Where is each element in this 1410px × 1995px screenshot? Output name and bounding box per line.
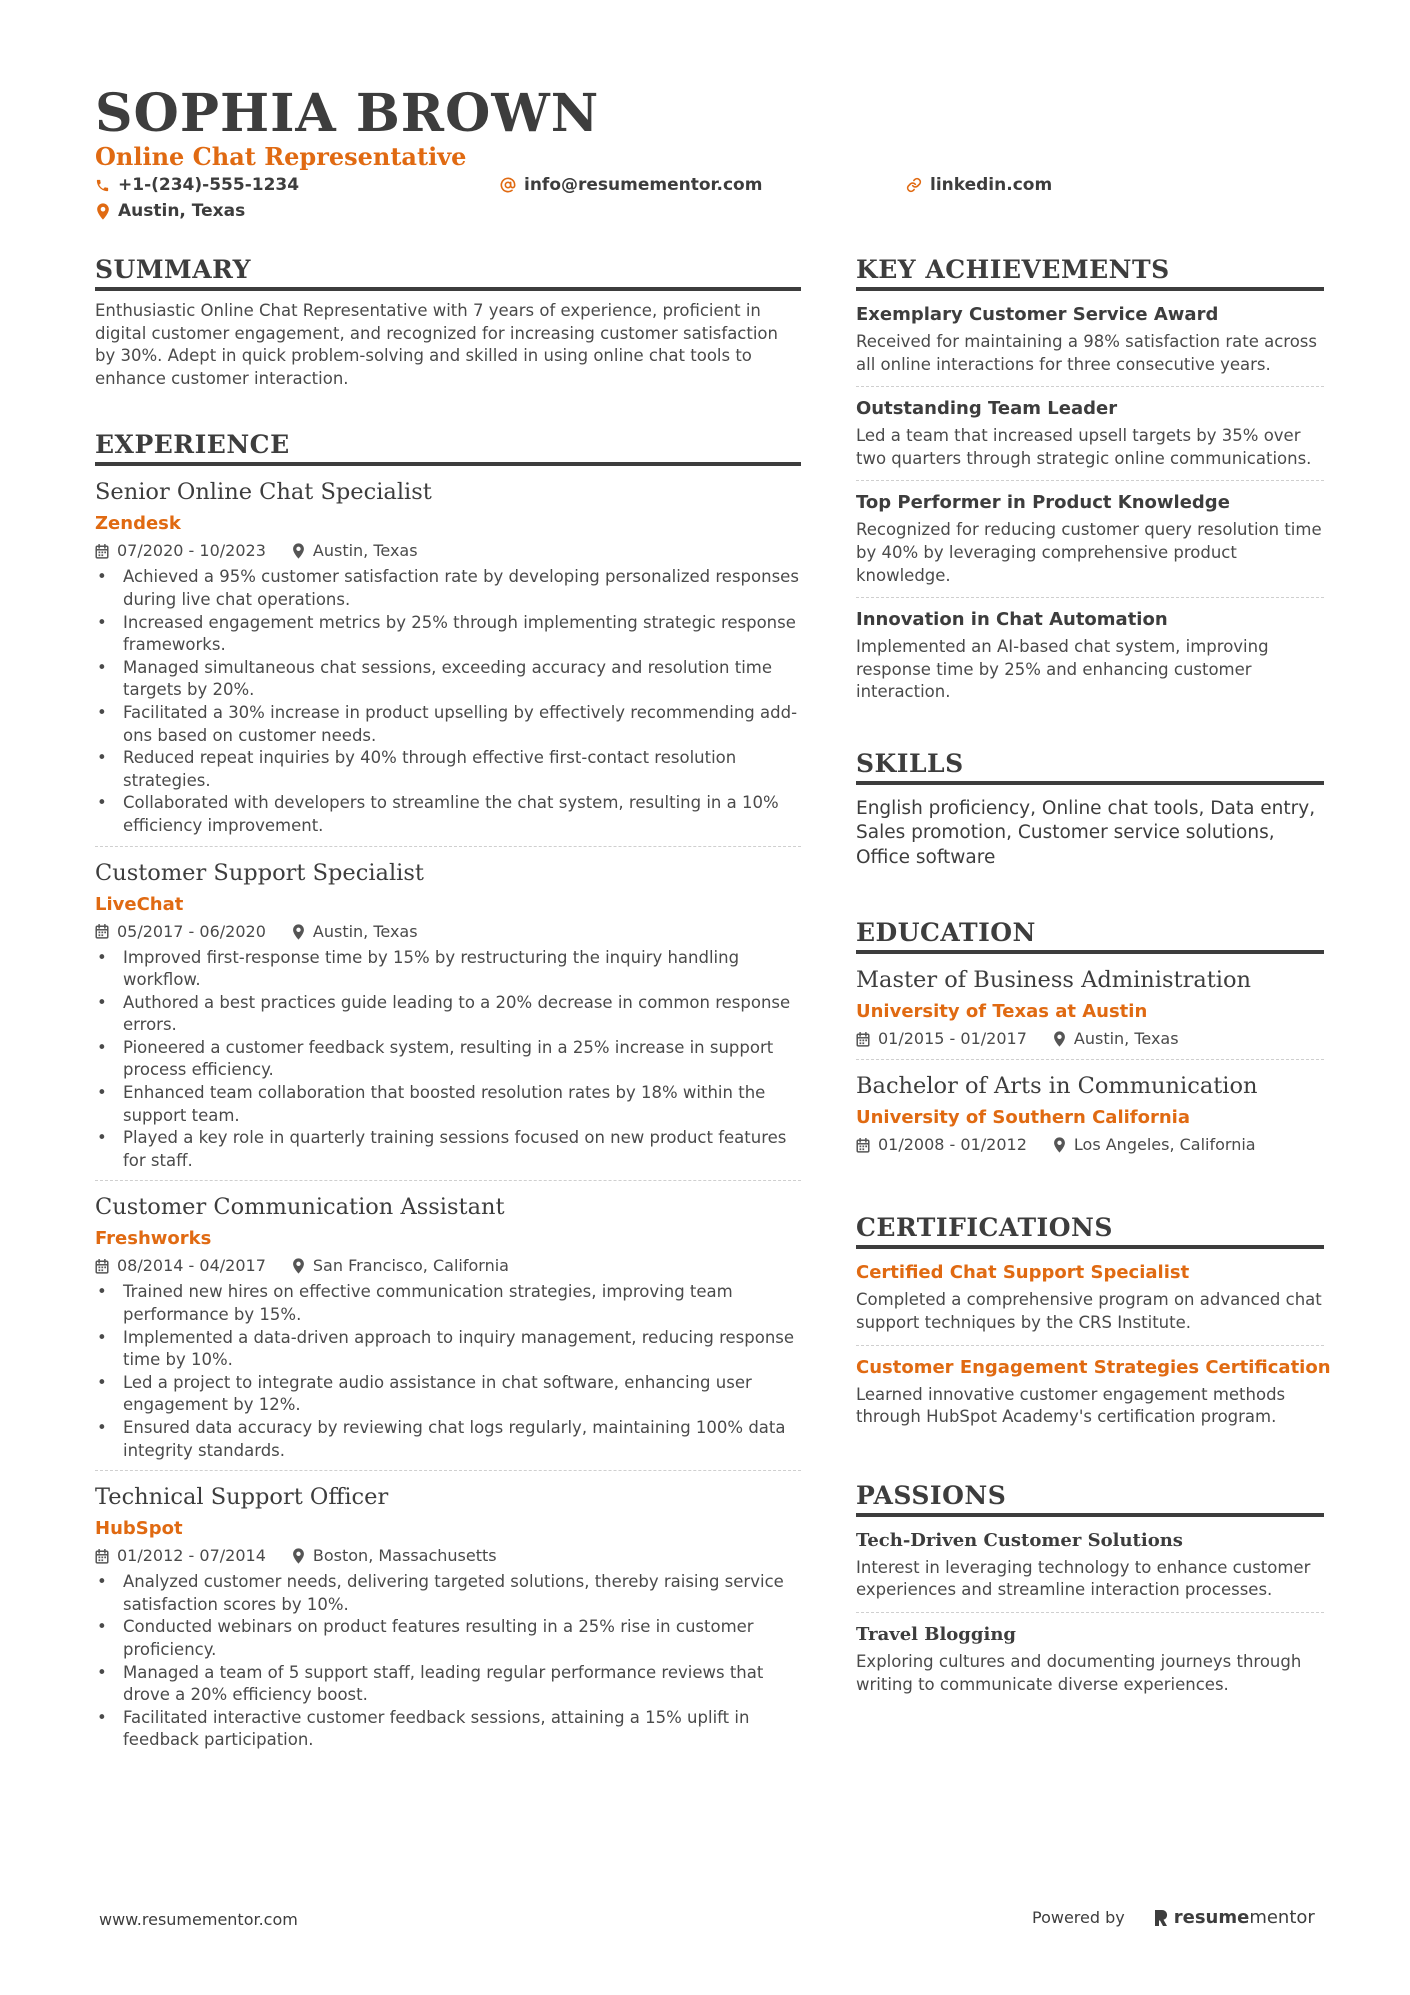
meta-row [95, 1544, 801, 1568]
meta-row [856, 1027, 1324, 1051]
education-list [856, 954, 1324, 1165]
bullet-item: • Reduced repeat inquiries by 40% through effective first-contact resolution strategies. [95, 747, 801, 792]
location-text: Boston, Massachusetts [312, 1546, 497, 1566]
achievement-item [856, 387, 1324, 481]
brand-mark-icon [1153, 1908, 1169, 1928]
school-name: University of Texas at Austin [856, 1001, 1148, 1023]
bullet-item: • Enhanced team collaboration that boosted resolution rates by 18% within the support team. [95, 1082, 801, 1127]
bullet-item: • Increased engagement metrics by 25% through implementing strategic response frameworks. [95, 612, 801, 657]
degree-title: Master of Business Administration [856, 967, 1252, 994]
company-name: Zendesk [95, 513, 181, 535]
passion-item [856, 1613, 1324, 1706]
achievement-title: Innovation in Chat Automation [856, 609, 1168, 631]
achievements-heading: KEY ACHIEVEMENTS [856, 253, 1324, 291]
job-title: Customer Communication Assistant [95, 1194, 505, 1221]
bullet-item: • Managed simultaneous chat sessions, exceeding accuracy and resolution time targets by 20%. [95, 657, 801, 702]
degree-title: Bachelor of Arts in Communication [856, 1073, 1258, 1100]
bullet-item: • Led a project to integrate audio assistance in chat software, enhancing user engagement by 12%. [95, 1372, 801, 1417]
calendar-icon [95, 1549, 109, 1564]
job-title: Technical Support Officer [95, 1484, 389, 1511]
experience-section [95, 428, 801, 1760]
skills-heading: SKILLS [856, 747, 1324, 785]
map-pin-icon [292, 1258, 305, 1274]
bullet-item: • Collaborated with developers to streamline the chat system, resulting in a 10% efficiency improvement. [95, 792, 801, 837]
education-heading: EDUCATION [856, 916, 1324, 954]
map-pin-icon [1053, 1137, 1066, 1153]
summary-heading: SUMMARY [95, 253, 801, 291]
location-text: Los Angeles, California [1073, 1135, 1256, 1155]
bullet-item: • Played a key role in quarterly training sessions focused on new product features for staff. [95, 1127, 801, 1172]
passions-heading: PASSIONS [856, 1479, 1324, 1517]
achievement-item [856, 293, 1324, 387]
map-pin-icon [292, 924, 305, 940]
meta-row [95, 539, 801, 563]
right-column [856, 253, 1331, 1706]
date-text: 05/2017 - 06/2020 [117, 921, 266, 941]
achievement-item [856, 598, 1324, 714]
achievement-desc: Recognized for reducing customer query resolution time by 40% by leveraging comprehensive product knowledge. [856, 520, 1322, 585]
summary-section [95, 253, 801, 390]
meta-location [292, 539, 418, 563]
at-sign-icon [500, 177, 516, 193]
skills-text: English proficiency, Online chat tools, Data entry, Sales promotion, Customer service solutions, Office software [856, 797, 1316, 868]
meta-location [292, 1254, 509, 1278]
summary-text: Enthusiastic Online Chat Representative with 7 years of experience, proficient in digital customer engagement, and recognized for increasing customer satisfaction by 30%. Adept in quick problem-solving and skilled in using online chat tools to enhance customer interaction. [95, 301, 778, 388]
linkedin-text: linkedin.com [930, 175, 1053, 195]
bullet-item: • Facilitated a 30% increase in product upselling by effectively recommending add-ons based on customer needs. [95, 702, 801, 747]
achievement-title: Outstanding Team Leader [856, 398, 1118, 420]
bullet-item: • Ensured data accuracy by reviewing chat logs regularly, maintaining 100% data integrity standards. [95, 1417, 801, 1462]
location-text: Austin, Texas [312, 921, 418, 941]
date-text: 01/2008 - 01/2012 [878, 1135, 1027, 1155]
meta-location [1053, 1027, 1179, 1051]
job-entry [95, 1471, 801, 1760]
achievements-section [856, 253, 1324, 714]
meta-row [95, 920, 801, 944]
location-text: Austin, Texas [312, 541, 418, 561]
passions-list [856, 1519, 1324, 1706]
bullet-item: • Pioneered a customer feedback system, resulting in a 25% increase in support process efficiency. [95, 1037, 801, 1082]
achievement-title: Top Performer in Product Knowledge [856, 492, 1230, 514]
bullet-item: • Authored a best practices guide leading to a 20% decrease in common response errors. [95, 992, 801, 1037]
meta-location [292, 1544, 497, 1568]
location-text: Austin, Texas [118, 201, 246, 221]
map-pin-icon [292, 1548, 305, 1564]
company-name: HubSpot [95, 1518, 183, 1540]
calendar-icon [856, 1032, 870, 1047]
date-range [95, 920, 266, 944]
certifications-section [856, 1211, 1331, 1438]
calendar-icon [95, 924, 109, 939]
meta-row [856, 1133, 1324, 1157]
date-text: 01/2012 - 07/2014 [117, 1546, 266, 1566]
bullet-item: • Managed a team of 5 support staff, leading regular performance reviews that drove a 20% efficiency boost. [95, 1662, 801, 1707]
skills-section [856, 747, 1324, 871]
calendar-icon [95, 544, 109, 559]
date-text: 08/2014 - 04/2017 [117, 1256, 266, 1276]
achievements-list [856, 293, 1324, 714]
certification-desc: Learned innovative customer engagement methods through HubSpot Academy's certification program. [856, 1384, 1286, 1427]
location-text: Austin, Texas [1073, 1029, 1179, 1049]
phone-text: +1-(234)-555-1234 [118, 175, 300, 195]
bullet-item: • Achieved a 95% customer satisfaction rate by developing personalized responses during live chat operations. [95, 566, 801, 611]
bullet-item: • Conducted webinars on product features resulting in a 25% rise in customer proficiency. [95, 1616, 801, 1661]
education-item [856, 954, 1324, 1060]
passion-title: Tech-Driven Customer Solutions [856, 1529, 1183, 1551]
footer-website-link[interactable]: www.resumementor.com [99, 1910, 298, 1929]
date-text: 07/2020 - 10/2023 [117, 541, 266, 561]
job-entry [95, 1181, 801, 1471]
brand-bold: resume [1173, 1907, 1250, 1928]
experience-list [95, 466, 801, 1760]
achievement-title: Exemplary Customer Service Award [856, 304, 1219, 325]
calendar-icon [856, 1138, 870, 1153]
phone-icon [95, 178, 110, 193]
brand-logo[interactable] [1153, 1905, 1315, 1931]
bullet-item: • Analyzed customer needs, delivering targeted solutions, thereby raising service satisfaction scores by 10%. [95, 1571, 801, 1616]
bullet-item: • Implemented a data-driven approach to inquiry management, reducing response time by 10%. [95, 1327, 801, 1372]
contact-email[interactable] [500, 173, 762, 197]
certification-title: Customer Engagement Strategies Certification [856, 1356, 1331, 1378]
location-text: San Francisco, California [312, 1256, 509, 1276]
bullet-list [95, 1281, 801, 1462]
passion-item [856, 1519, 1324, 1613]
school-name: University of Southern California [856, 1107, 1191, 1129]
meta-row [95, 1254, 801, 1278]
certification-desc: Completed a comprehensive program on advanced chat support techniques by the CRS Institute. [856, 1290, 1322, 1333]
map-pin-icon [292, 543, 305, 559]
bullet-list [95, 566, 801, 837]
education-item [856, 1060, 1324, 1165]
passion-desc: Interest in leveraging technology to enhance customer experiences and streamline interaction processes. [856, 1557, 1311, 1600]
experience-heading: EXPERIENCE [95, 428, 801, 466]
certifications-heading: CERTIFICATIONS [856, 1211, 1324, 1249]
bullet-list [95, 947, 801, 1173]
company-name: LiveChat [95, 893, 184, 915]
job-entry [95, 847, 801, 1182]
calendar-icon [95, 1259, 109, 1274]
achievement-desc: Received for maintaining a 98% satisfaction rate across all online interactions for three consecutive years. [856, 332, 1317, 374]
date-range [856, 1133, 1027, 1157]
passion-title: Travel Blogging [856, 1624, 1016, 1645]
achievement-desc: Implemented an AI-based chat system, improving response time by 25% and enhancing customer interaction. [856, 637, 1269, 702]
powered-by-label: Powered by [1032, 1908, 1125, 1927]
bullet-list [95, 1571, 801, 1752]
company-name: Freshworks [95, 1228, 212, 1250]
brand-light: mentor [1249, 1907, 1315, 1928]
certification-item [856, 1346, 1331, 1439]
bullet-item: • Facilitated interactive customer feedback sessions, attaining a 15% uplift in feedback participation. [95, 1707, 801, 1752]
footer-brand [1032, 1905, 1315, 1931]
bullet-item: • Improved first-response time by 15% by restructuring the inquiry handling workflow. [95, 947, 801, 992]
meta-location [1053, 1133, 1256, 1157]
map-pin-icon [1053, 1031, 1066, 1047]
passion-desc: Exploring cultures and documenting journeys through writing to communicate diverse experiences. [856, 1652, 1302, 1694]
passions-section [856, 1479, 1324, 1706]
bullet-item: • Trained new hires on effective communication strategies, improving team performance by 15%. [95, 1281, 801, 1326]
date-range [856, 1027, 1027, 1051]
candidate-title: Online Chat Representative [95, 142, 467, 171]
map-pin-icon [96, 203, 110, 220]
job-title: Senior Online Chat Specialist [95, 479, 432, 506]
certification-item [856, 1251, 1324, 1345]
certification-title: Certified Chat Support Specialist [856, 1262, 1190, 1284]
date-text: 01/2015 - 01/2017 [878, 1029, 1027, 1049]
email-text: info@resumementor.com [524, 175, 763, 195]
left-column [95, 253, 801, 1760]
job-entry [95, 466, 801, 846]
date-range [95, 539, 266, 563]
contact-phone[interactable] [95, 173, 299, 197]
education-section [856, 916, 1324, 1165]
date-range [95, 1254, 266, 1278]
contact-linkedin[interactable] [906, 173, 1052, 197]
candidate-name: SOPHIA BROWN [95, 83, 600, 144]
achievement-item [856, 481, 1324, 598]
link-icon [906, 177, 922, 193]
date-range [95, 1544, 266, 1568]
contact-location [96, 199, 245, 223]
certifications-list [856, 1251, 1331, 1438]
meta-location [292, 920, 418, 944]
achievement-desc: Led a team that increased upsell targets by 35% over two quarters through strategic online communications. [856, 426, 1312, 468]
job-title: Customer Support Specialist [95, 859, 424, 886]
